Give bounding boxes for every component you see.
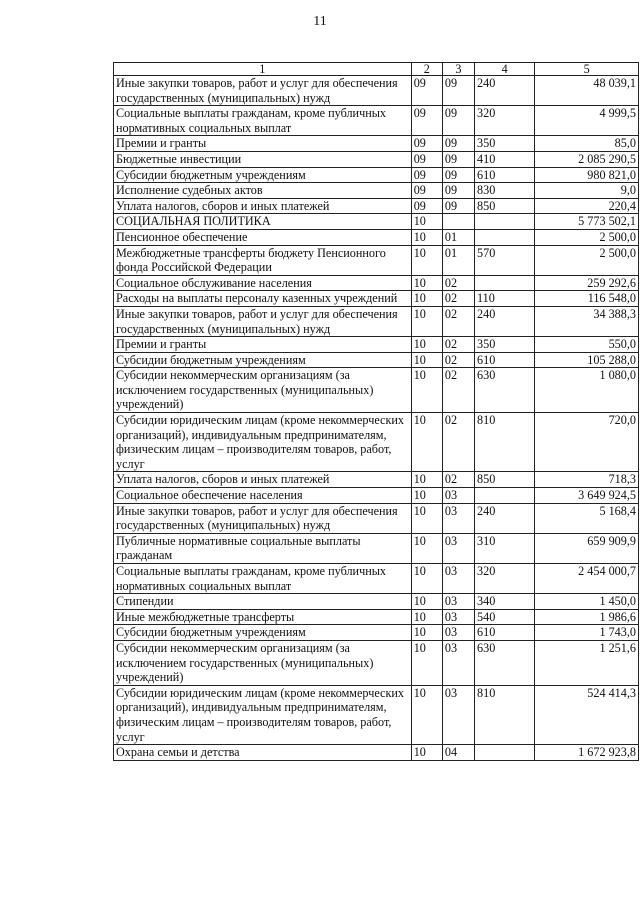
row-name-cell: Охрана семьи и детства (114, 745, 412, 761)
row-subsection-cell: 09 (442, 136, 474, 152)
row-expense-type-cell: 110 (475, 291, 535, 307)
row-subsection-cell: 03 (442, 625, 474, 641)
table-row (114, 275, 639, 291)
row-name-cell: Бюджетные инвестиции (114, 151, 412, 167)
row-section-cell: 10 (411, 368, 442, 413)
row-name-cell: Межбюджетные трансферты бюджету Пенсионного фонда Российской Федерации (114, 245, 412, 275)
row-section-cell: 10 (411, 533, 442, 563)
row-section-cell: 10 (411, 594, 442, 610)
table-row (114, 503, 639, 533)
row-expense-type-cell: 630 (475, 368, 535, 413)
row-expense-type-cell: 240 (475, 503, 535, 533)
row-amount-cell: 48 039,1 (535, 76, 639, 106)
row-section-cell: 10 (411, 503, 442, 533)
row-expense-type-cell: 570 (475, 245, 535, 275)
table-row (114, 685, 639, 744)
row-expense-type-cell (475, 275, 535, 291)
table-row (114, 306, 639, 336)
row-subsection-cell: 02 (442, 291, 474, 307)
row-section-cell: 10 (411, 685, 442, 744)
table-row (114, 625, 639, 641)
header-cell: 4 (475, 63, 535, 76)
row-expense-type-cell: 630 (475, 640, 535, 685)
row-name-cell: Уплата налогов, сборов и иных платежей (114, 472, 412, 488)
row-name-cell: Социальное обслуживание населения (114, 275, 412, 291)
row-expense-type-cell: 350 (475, 136, 535, 152)
row-name-cell: Социальные выплаты гражданам, кроме публичных нормативных социальных выплат (114, 564, 412, 594)
table-row (114, 136, 639, 152)
table-row (114, 337, 639, 353)
row-section-cell: 09 (411, 136, 442, 152)
row-amount-cell: 2 085 290,5 (535, 151, 639, 167)
row-section-cell: 10 (411, 337, 442, 353)
row-expense-type-cell (475, 229, 535, 245)
table-row (114, 106, 639, 136)
row-section-cell: 10 (411, 275, 442, 291)
row-section-cell: 10 (411, 745, 442, 761)
table-row (114, 488, 639, 504)
row-subsection-cell: 03 (442, 609, 474, 625)
row-expense-type-cell: 850 (475, 472, 535, 488)
row-amount-cell: 550,0 (535, 337, 639, 353)
table-row (114, 472, 639, 488)
row-subsection-cell: 09 (442, 76, 474, 106)
row-section-cell: 09 (411, 76, 442, 106)
row-section-cell: 10 (411, 214, 442, 230)
table-row (114, 214, 639, 230)
row-expense-type-cell: 850 (475, 198, 535, 214)
row-section-cell: 09 (411, 198, 442, 214)
table-row (114, 745, 639, 761)
row-amount-cell: 4 999,5 (535, 106, 639, 136)
row-name-cell: Исполнение судебных актов (114, 183, 412, 199)
row-subsection-cell: 03 (442, 533, 474, 563)
row-subsection-cell: 09 (442, 198, 474, 214)
header-cell: 3 (442, 63, 474, 76)
row-subsection-cell: 09 (442, 106, 474, 136)
row-expense-type-cell: 830 (475, 183, 535, 199)
row-subsection-cell: 02 (442, 413, 474, 472)
row-section-cell: 09 (411, 151, 442, 167)
row-amount-cell: 718,3 (535, 472, 639, 488)
row-name-cell: СОЦИАЛЬНАЯ ПОЛИТИКА (114, 214, 412, 230)
row-amount-cell: 659 909,9 (535, 533, 639, 563)
row-name-cell: Социальные выплаты гражданам, кроме публичных нормативных социальных выплат (114, 106, 412, 136)
row-name-cell: Иные закупки товаров, работ и услуг для обеспечения государственных (муниципальных) нужд (114, 503, 412, 533)
row-section-cell: 10 (411, 488, 442, 504)
row-section-cell: 10 (411, 413, 442, 472)
row-expense-type-cell: 610 (475, 352, 535, 368)
row-name-cell: Субсидии некоммерческим организациям (за исключением государственных (муниципальных) учреждений) (114, 368, 412, 413)
row-expense-type-cell: 610 (475, 625, 535, 641)
row-amount-cell: 34 388,3 (535, 306, 639, 336)
table-row (114, 640, 639, 685)
row-subsection-cell: 02 (442, 368, 474, 413)
header-cell: 2 (411, 63, 442, 76)
row-subsection-cell: 01 (442, 245, 474, 275)
row-subsection-cell: 02 (442, 275, 474, 291)
row-section-cell: 10 (411, 609, 442, 625)
row-amount-cell: 1 080,0 (535, 368, 639, 413)
row-subsection-cell: 03 (442, 685, 474, 744)
header-cell: 5 (535, 63, 639, 76)
row-amount-cell: 85,0 (535, 136, 639, 152)
row-name-cell: Иные межбюджетные трансферты (114, 609, 412, 625)
row-subsection-cell: 03 (442, 640, 474, 685)
table-row (114, 291, 639, 307)
table-row (114, 76, 639, 106)
row-subsection-cell: 09 (442, 151, 474, 167)
row-subsection-cell: 03 (442, 594, 474, 610)
budget-table (113, 62, 639, 761)
row-name-cell: Социальное обеспечение населения (114, 488, 412, 504)
row-expense-type-cell: 310 (475, 533, 535, 563)
row-name-cell: Уплата налогов, сборов и иных платежей (114, 198, 412, 214)
row-section-cell: 10 (411, 291, 442, 307)
header-row (114, 63, 639, 76)
table-row (114, 609, 639, 625)
row-amount-cell: 2 500,0 (535, 245, 639, 275)
row-amount-cell: 5 773 502,1 (535, 214, 639, 230)
table-row (114, 167, 639, 183)
table-row (114, 183, 639, 199)
row-amount-cell: 524 414,3 (535, 685, 639, 744)
table-row (114, 245, 639, 275)
row-amount-cell: 220,4 (535, 198, 639, 214)
row-section-cell: 10 (411, 245, 442, 275)
row-subsection-cell: 02 (442, 352, 474, 368)
row-amount-cell: 259 292,6 (535, 275, 639, 291)
row-section-cell: 09 (411, 183, 442, 199)
table-row (114, 198, 639, 214)
row-expense-type-cell (475, 745, 535, 761)
row-expense-type-cell (475, 214, 535, 230)
row-expense-type-cell: 320 (475, 106, 535, 136)
row-subsection-cell (442, 214, 474, 230)
row-section-cell: 10 (411, 472, 442, 488)
row-expense-type-cell: 410 (475, 151, 535, 167)
table-row (114, 368, 639, 413)
row-expense-type-cell: 810 (475, 413, 535, 472)
row-expense-type-cell: 810 (475, 685, 535, 744)
row-name-cell: Иные закупки товаров, работ и услуг для обеспечения государственных (муниципальных) нужд (114, 306, 412, 336)
row-subsection-cell: 02 (442, 472, 474, 488)
row-subsection-cell: 02 (442, 337, 474, 353)
row-amount-cell: 1 450,0 (535, 594, 639, 610)
row-amount-cell: 1 251,6 (535, 640, 639, 685)
row-expense-type-cell: 340 (475, 594, 535, 610)
row-name-cell: Субсидии бюджетным учреждениям (114, 625, 412, 641)
row-section-cell: 09 (411, 106, 442, 136)
page-number: 11 (313, 14, 327, 29)
row-expense-type-cell: 540 (475, 609, 535, 625)
table-row (114, 151, 639, 167)
row-amount-cell: 1 986,6 (535, 609, 639, 625)
row-section-cell: 10 (411, 229, 442, 245)
row-section-cell: 10 (411, 625, 442, 641)
row-section-cell: 10 (411, 564, 442, 594)
row-name-cell: Иные закупки товаров, работ и услуг для обеспечения государственных (муниципальных) нужд (114, 76, 412, 106)
row-amount-cell: 9,0 (535, 183, 639, 199)
row-amount-cell: 105 288,0 (535, 352, 639, 368)
table-row (114, 413, 639, 472)
row-name-cell: Субсидии бюджетным учреждениям (114, 352, 412, 368)
header-cell: 1 (114, 63, 412, 76)
table-row (114, 229, 639, 245)
row-amount-cell: 980 821,0 (535, 167, 639, 183)
row-subsection-cell: 03 (442, 488, 474, 504)
row-subsection-cell: 03 (442, 564, 474, 594)
row-expense-type-cell: 320 (475, 564, 535, 594)
row-name-cell: Публичные нормативные социальные выплаты гражданам (114, 533, 412, 563)
row-section-cell: 10 (411, 306, 442, 336)
row-amount-cell: 3 649 924,5 (535, 488, 639, 504)
row-name-cell: Премии и гранты (114, 337, 412, 353)
row-subsection-cell: 01 (442, 229, 474, 245)
row-subsection-cell: 04 (442, 745, 474, 761)
row-name-cell: Субсидии бюджетным учреждениям (114, 167, 412, 183)
table-row (114, 352, 639, 368)
table-body (114, 76, 639, 761)
row-amount-cell: 720,0 (535, 413, 639, 472)
row-expense-type-cell (475, 488, 535, 504)
row-subsection-cell: 09 (442, 183, 474, 199)
table-row (114, 594, 639, 610)
row-expense-type-cell: 240 (475, 306, 535, 336)
row-section-cell: 09 (411, 167, 442, 183)
table-row (114, 533, 639, 563)
row-name-cell: Стипендии (114, 594, 412, 610)
row-section-cell: 10 (411, 640, 442, 685)
row-expense-type-cell: 610 (475, 167, 535, 183)
row-subsection-cell: 02 (442, 306, 474, 336)
row-name-cell: Пенсионное обеспечение (114, 229, 412, 245)
row-amount-cell: 2 500,0 (535, 229, 639, 245)
row-amount-cell: 116 548,0 (535, 291, 639, 307)
row-subsection-cell: 09 (442, 167, 474, 183)
row-expense-type-cell: 350 (475, 337, 535, 353)
row-name-cell: Расходы на выплаты персоналу казенных учреждений (114, 291, 412, 307)
row-name-cell: Премии и гранты (114, 136, 412, 152)
row-subsection-cell: 03 (442, 503, 474, 533)
row-name-cell: Субсидии юридическим лицам (кроме некоммерческих организаций), индивидуальным предпринимателям, физическим лицам – производителям товаров, работ, услуг (114, 413, 412, 472)
row-amount-cell: 2 454 000,7 (535, 564, 639, 594)
row-amount-cell: 5 168,4 (535, 503, 639, 533)
row-name-cell: Субсидии некоммерческим организациям (за исключением государственных (муниципальных) учреждений) (114, 640, 412, 685)
table-row (114, 564, 639, 594)
row-name-cell: Субсидии юридическим лицам (кроме некоммерческих организаций), индивидуальным предпринимателям, физическим лицам – производителям товаров, работ, услуг (114, 685, 412, 744)
row-expense-type-cell: 240 (475, 76, 535, 106)
row-amount-cell: 1 672 923,8 (535, 745, 639, 761)
row-section-cell: 10 (411, 352, 442, 368)
row-amount-cell: 1 743,0 (535, 625, 639, 641)
